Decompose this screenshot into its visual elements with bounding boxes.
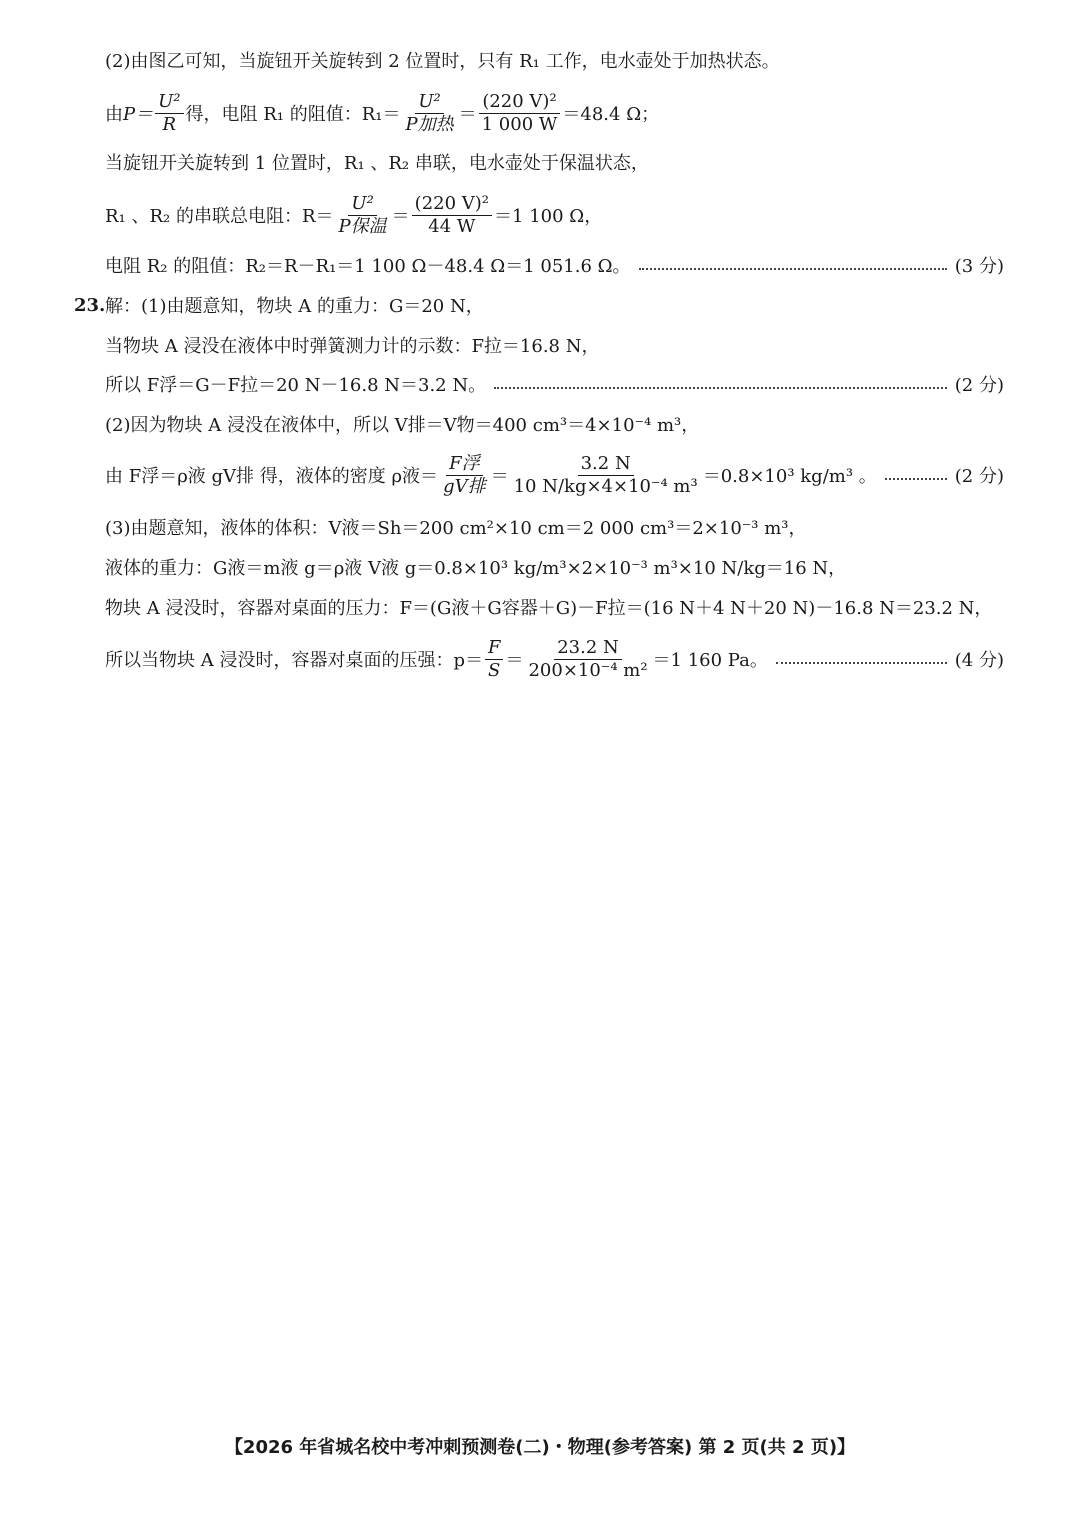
numerator: F xyxy=(485,638,504,660)
answer-line xyxy=(0,507,1080,547)
answer-text: 解：(1)由题意知，物块 A 的重力：G＝20 N， xyxy=(105,296,484,317)
answer-line xyxy=(0,142,1080,182)
fraction xyxy=(511,454,701,497)
fraction xyxy=(479,92,561,135)
page-footer: 【2026 年省城名校中考冲刺预测卷(二)・物理(参考答案) 第 2 页(共 2 页)】 xyxy=(224,1437,856,1458)
formula-text: 由 P＝ $\frac{\text{U²}}{R}$ 得，电阻 R₁ 的阻值：R₁＝ $\frac{\text{U²}}{\text{P加热}}$ ＝ $\frac{\text{(220 V)²}}{1 000 W}$ ＝48.4 Ω； xyxy=(105,90,660,135)
fraction xyxy=(525,638,650,681)
numerator: U² xyxy=(155,92,183,114)
fraction xyxy=(403,92,457,135)
answer-text: 所以 F浮＝G－F拉＝20 N－16.8 N＝3.2 N。 xyxy=(105,375,487,396)
fraction xyxy=(155,92,183,135)
score-label: (2 分) xyxy=(954,466,1004,487)
fraction xyxy=(336,194,390,237)
dot-leader xyxy=(494,387,947,389)
answer-line xyxy=(0,404,1080,444)
denominator: R xyxy=(162,113,177,135)
score-label: (3 分) xyxy=(954,256,1004,277)
formula-line xyxy=(0,636,1080,682)
dot-leader xyxy=(776,662,947,664)
question-number: 23. xyxy=(74,294,106,316)
scored-row xyxy=(105,371,1004,397)
denominator: 1 000 W xyxy=(481,113,558,135)
numerator: 23.2 N xyxy=(554,638,622,660)
answer-line xyxy=(0,547,1080,587)
fraction xyxy=(412,194,492,237)
formula-result: ＝0.8×10³ kg/m³ 。 xyxy=(702,466,877,487)
score-label: (4 分) xyxy=(954,650,1004,671)
fraction xyxy=(485,638,504,681)
scored-row: 由 F浮＝ρ液 gV排 得，液体的密度 ρ液＝ $\frac{\text{F浮}}{\text{gV排}}$ ＝ $\frac{3.2 N}{\text{10 N/kg×4×10⁻⁴ m³}}$ ＝0.8×10³ kg/m³ 。 (2 分) xyxy=(105,452,1004,497)
numerator: U² xyxy=(415,92,443,114)
answer-line xyxy=(0,587,1080,627)
denominator: gV排 xyxy=(443,475,486,497)
numerator: (220 V)² xyxy=(412,194,492,216)
answer-line xyxy=(0,325,1080,365)
formula-line xyxy=(0,192,1080,238)
numerator: F浮 xyxy=(446,454,483,476)
denominator: 44 W xyxy=(428,215,476,237)
denominator: P加热 xyxy=(405,113,454,135)
formula-line xyxy=(0,452,1080,498)
answer-text: (3)由题意知，液体的体积：V液＝Sh＝200 cm²×10 cm＝2 000 cm³＝2×10⁻³ m³， xyxy=(105,518,807,539)
answer-text: (2)由图乙可知，当旋钮开关旋转到 2 位置时，只有 R₁ 工作，电水壶处于加热状态。 xyxy=(105,51,780,72)
formula-prefix: 由 xyxy=(105,104,123,125)
scored-row xyxy=(105,252,1004,278)
formula-prefix: 所以当物块 A 浸没时，容器对桌面的压强：p＝ xyxy=(105,650,483,671)
formula-line xyxy=(0,90,1080,136)
answer-text: 物块 A 浸没时，容器对桌面的压力：F＝(G液＋G容器＋G)－F拉＝(16 N＋4 N＋20 N)－16.8 N＝23.2 N， xyxy=(105,598,993,619)
score-label: (2 分) xyxy=(954,375,1004,396)
formula-var: P＝ xyxy=(123,104,154,125)
dot-leader xyxy=(639,268,947,270)
formula-text: R₁ 、R₂ 的串联总电阻：R＝ $\frac{\text{U²}}{\text{P保温}}$ ＝ $\frac{\text{(220 V)²}}{44 W}$ ＝1 100 Ω， xyxy=(105,192,603,237)
formula-result: ＝48.4 Ω； xyxy=(562,104,660,125)
answer-text: 液体的重力：G液＝m液 g＝ρ液 V液 g＝0.8×10³ kg/m³×2×10⁻³ m³×10 N/kg＝16 N， xyxy=(105,558,847,579)
denominator: S xyxy=(488,659,501,681)
fraction xyxy=(440,454,489,497)
answer-text: 当旋钮开关旋转到 1 位置时，R₁ 、R₂ 串联，电水壶处于保温状态， xyxy=(105,153,649,174)
formula-mid: 得，电阻 R₁ 的阻值：R₁＝ xyxy=(185,104,401,125)
answer-line xyxy=(0,40,1080,80)
dot-leader xyxy=(885,478,947,480)
denominator: 200×10⁻⁴ m² xyxy=(528,659,648,681)
answer-text: 电阻 R₂ 的阻值：R₂＝R－R₁＝1 100 Ω－48.4 Ω＝1 051.6 Ω。 xyxy=(105,256,631,277)
formula-prefix: R₁ 、R₂ 的串联总电阻：R＝ xyxy=(105,206,334,227)
scored-row: 所以当物块 A 浸没时，容器对桌面的压强：p＝ $\frac{F}{S}$ ＝ $\frac{23.2 N}{\text{200×10⁻⁴ m²}}$ ＝1 160 Pa。 (4 分) xyxy=(105,636,1004,681)
numerator: 3.2 N xyxy=(578,454,634,476)
numerator: (220 V)² xyxy=(479,92,559,114)
denominator: P保温 xyxy=(338,215,387,237)
numerator: U² xyxy=(348,194,376,216)
formula-result: ＝1 160 Pa。 xyxy=(652,650,768,671)
answer-line xyxy=(0,245,1080,285)
formula-result: ＝1 100 Ω， xyxy=(494,206,603,227)
denominator: 10 N/kg×4×10⁻⁴ m³ xyxy=(513,475,698,497)
answer-line xyxy=(0,364,1080,404)
answer-line xyxy=(0,285,1080,325)
formula-prefix: 由 F浮＝ρ液 gV排 得，液体的密度 ρ液＝ xyxy=(105,466,439,487)
answer-text: (2)因为物块 A 浸没在液体中，所以 V排＝V物＝400 cm³＝4×10⁻⁴ m³， xyxy=(105,415,700,436)
answer-text: 当物块 A 浸没在液体中时弹簧测力计的示数：F拉＝16.8 N， xyxy=(105,336,600,357)
